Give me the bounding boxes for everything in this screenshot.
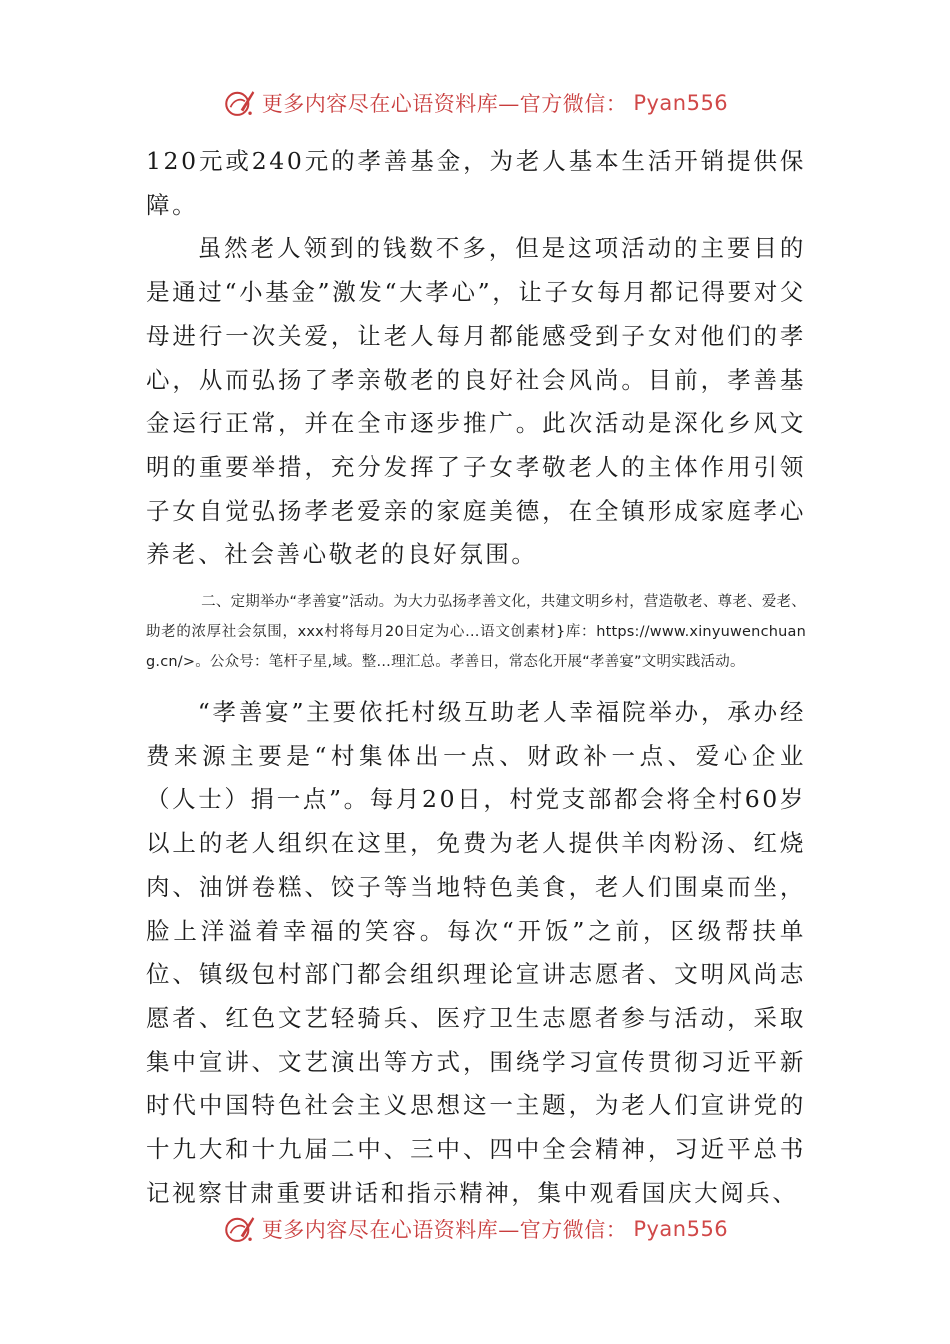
pen-swirl-logo-icon: [222, 1212, 256, 1246]
paragraph-banquet-details: “孝善宴”主要依托村级互助老人幸福院举办，承办经费来源主要是“村集体出一点、财政补一点、爱心企业（人士）捐一点”。每月20日，村党支部都会将全村60岁以上的老人组织在这里，免费为老人提供羊肉粉汤、红烧肉、油饼卷糕、饺子等当地特色美食，老人们围桌而坐，脸上洋溢着幸福的笑容。每次“开饭”之前，区级帮扶单位、镇级包村部门都会组织理论宣讲志愿者、文明风尚志愿者、红色文艺轻骑兵、医疗卫生志愿者参与活动，采取集中宣讲、文艺演出等方式，围绕学习宣传贯彻习近平新时代中国特色社会主义思想这一主题，为老人们宣讲党的十九大和十九届二中、三中、四中全会精神，习近平总书记视察甘肃重要讲话和指示精神，集中观看国庆大阅兵、: [146, 698, 806, 1207]
paragraph-section-two-heading: 二、定期举办“孝善宴”活动。为大力弘扬孝善文化，共建文明乡村，营造敬老、尊老、爱老、助老的浓厚社会氛围，xxx村将每月20日定为心…语文创素材}库：https://www.xinyuwenchuang.cn/>。公众号：笔杆子星,域。整…理汇总。孝善日，常态化开展“孝善宴”文明实践活动。: [146, 594, 806, 671]
footer-wechat-id: Pyan556: [633, 1217, 729, 1241]
footer-brand-text: 更多内容尽在心语资料库—官方微信：: [261, 1218, 628, 1242]
header-watermark-banner: [0, 86, 950, 120]
header-brand-text: 更多内容尽在心语资料库—官方微信：: [261, 92, 628, 116]
footer-watermark-banner: [0, 1212, 950, 1246]
pen-swirl-logo-icon: [222, 86, 256, 120]
paragraph-fund-purpose: 虽然老人领到的钱数不多，但是这项活动的主要目的是通过“小基金”激发“大孝心”，让子女每月都记得要对父母进行一次关爱，让老人每月都能感受到子女对他们的孝心，从而弘扬了孝亲敬老的良好社会风尚。目前，孝善基金运行正常，并在全市逐步推广。此次活动是深化乡风文明的重要举措，充分发挥了子女孝敬老人的主体作用引领子女自觉弘扬孝老爱亲的家庭美德，在全镇形成家庭孝心养老、社会善心敬老的良好氛围。: [146, 234, 806, 569]
document-body: [146, 140, 806, 1215]
header-wechat-id: Pyan556: [633, 91, 729, 115]
paragraph-continuation: 120元或240元的孝善基金，为老人基本生活开销提供保障。: [146, 147, 806, 219]
